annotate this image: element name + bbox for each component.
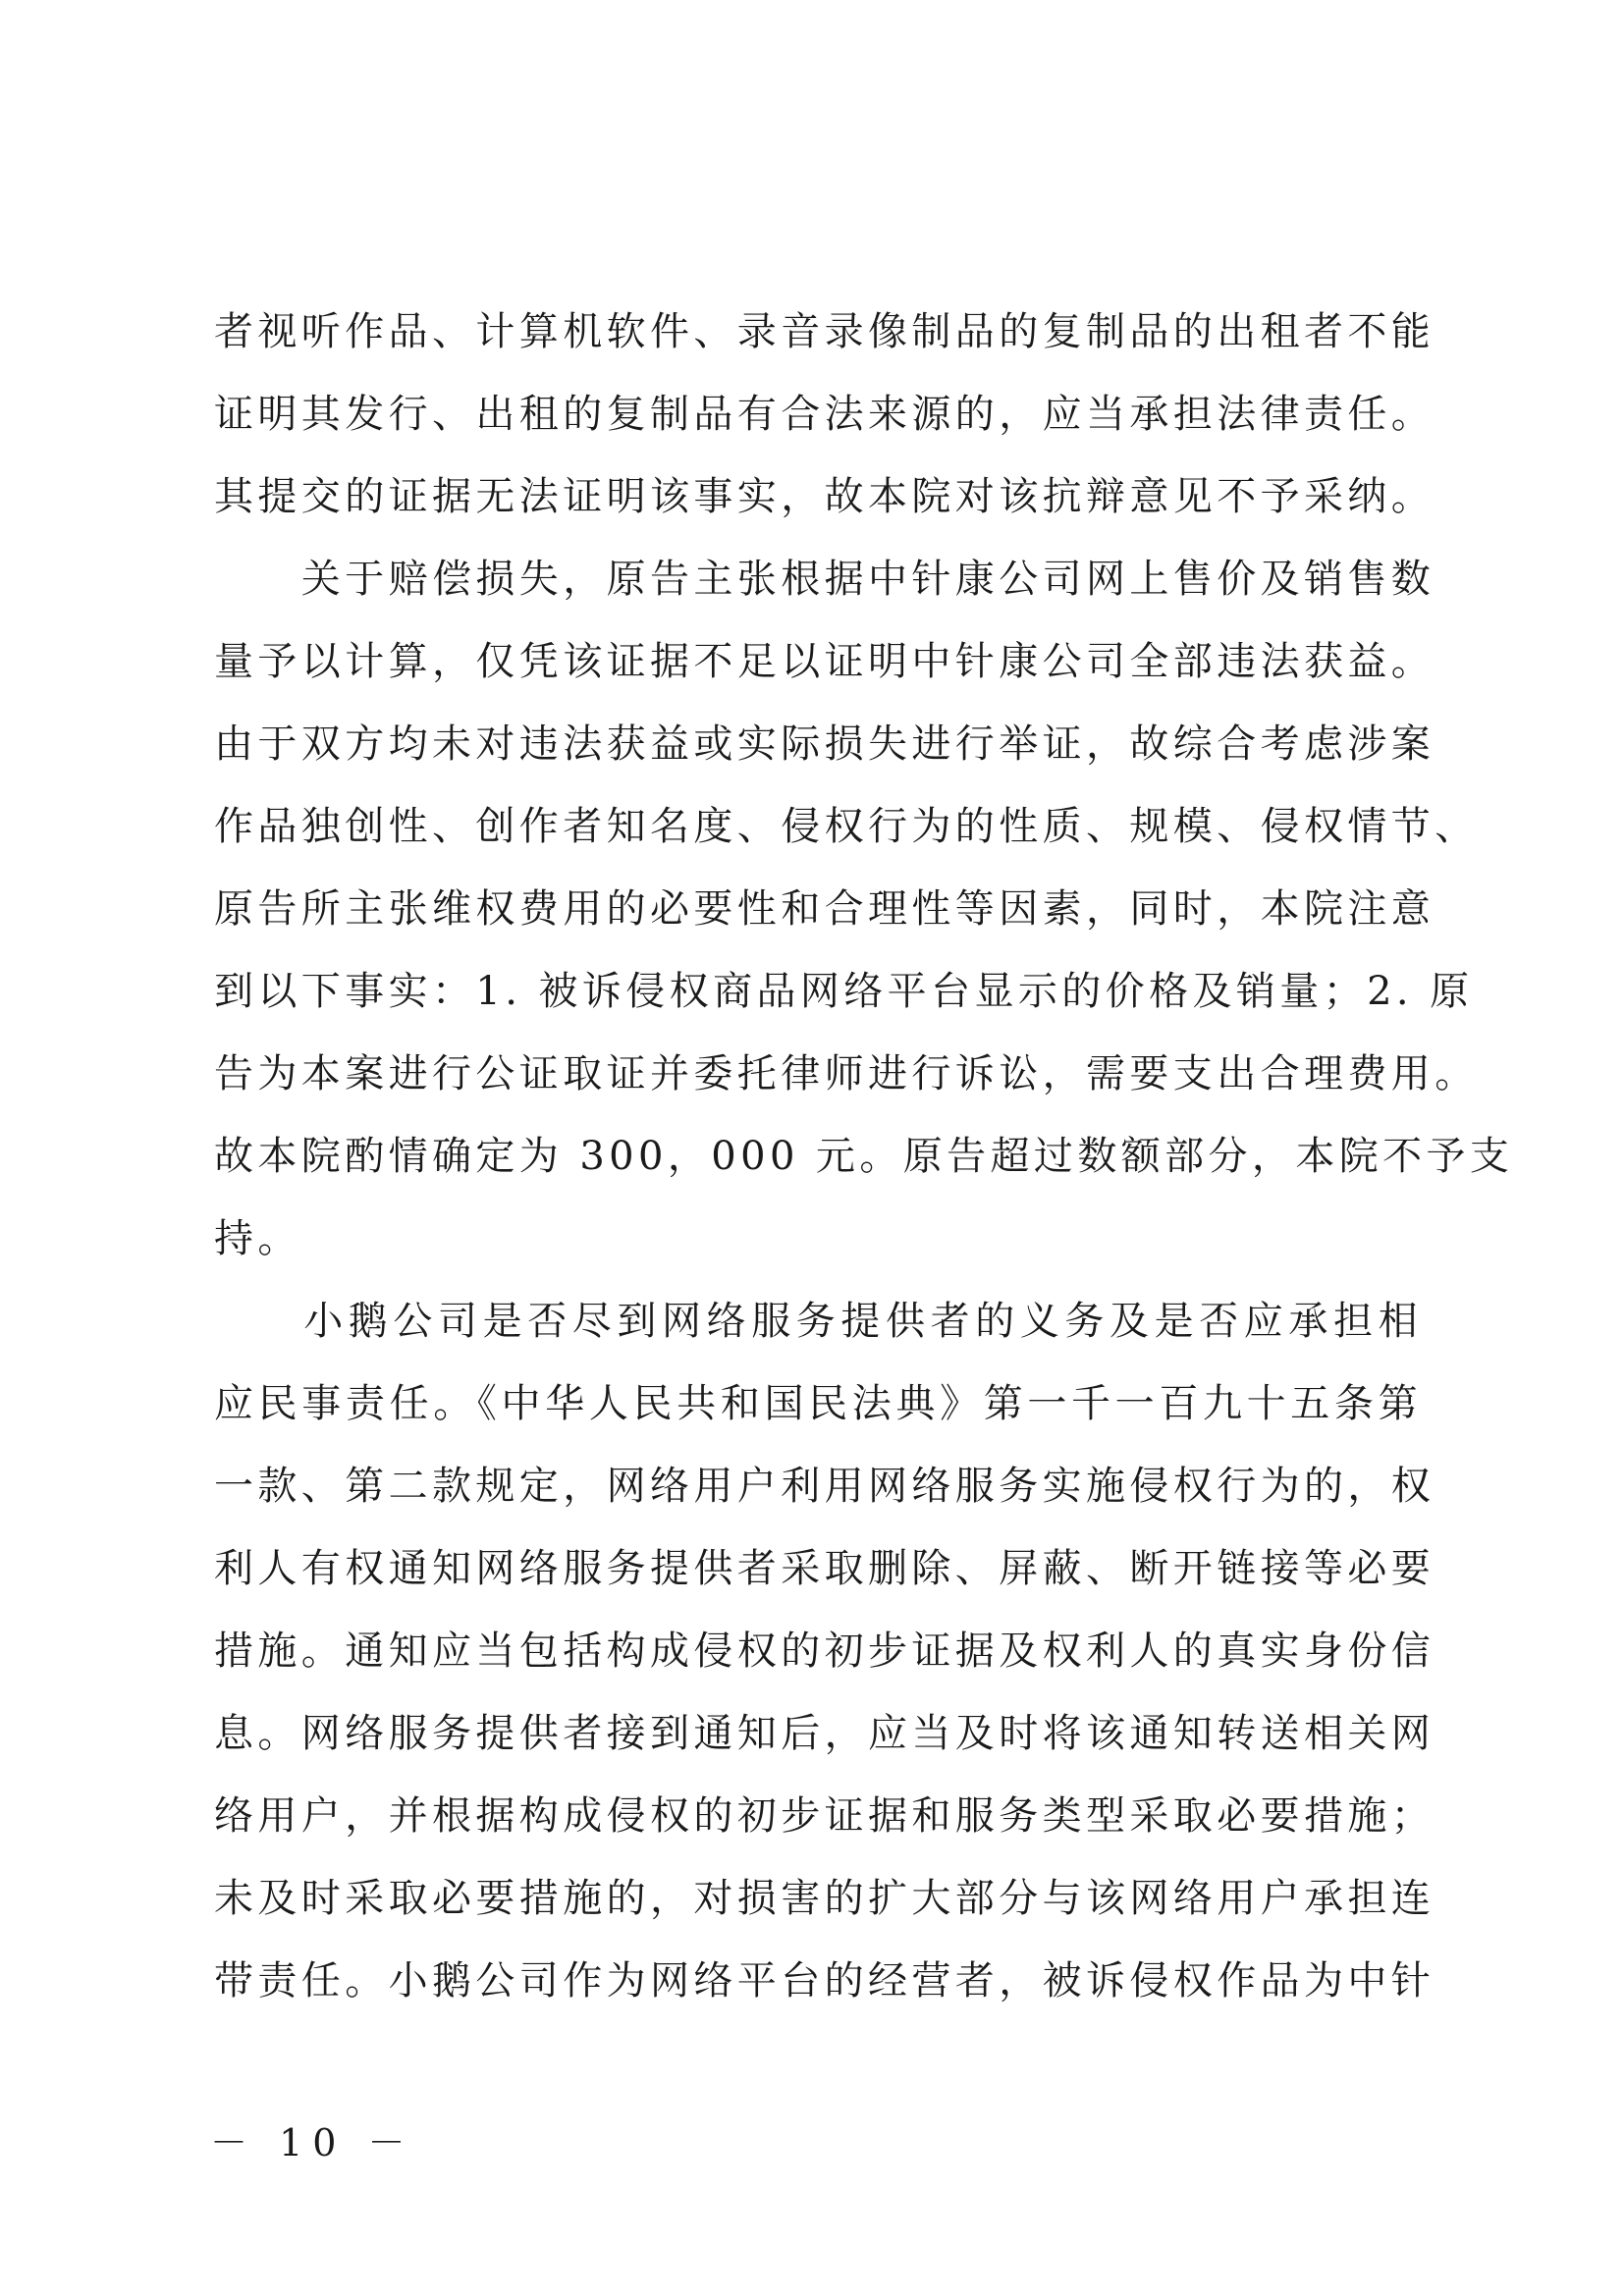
- text-line: 告为本案进行公证取证并委托律师进行诉讼，需要支出合理费用。: [214, 1051, 1479, 1096]
- paragraph-first-line: 关于赔偿损失，原告主张根据中针康公司网上售价及销售数: [214, 557, 1435, 602]
- text-line: 带责任。小鹅公司作为网络平台的经营者，被诉侵权作品为中针: [214, 1958, 1435, 2003]
- body-text: [214, 291, 1514, 2022]
- text-line: 作品独创性、创作者知名度、侵权行为的性质、规模、侵权情节、: [214, 804, 1479, 849]
- text-line: 络用户，并根据构成侵权的初步证据和服务类型采取必要措施；: [214, 1793, 1435, 1839]
- text-line: 由于双方均未对违法获益或实际损失进行举证，故综合考虑涉案: [214, 721, 1435, 767]
- text-line: 利人有权通知网络服务提供者采取删除、屏蔽、断开链接等必要: [214, 1546, 1435, 1591]
- text-line: 者视听作品、计算机软件、录音录像制品的复制品的出租者不能: [214, 309, 1435, 354]
- text-line: 到以下事实：1. 被诉侵权商品网络平台显示的价格及销量；2. 原: [214, 969, 1474, 1014]
- text-line: 未及时采取必要措施的，对损害的扩大部分与该网络用户承担连: [214, 1876, 1435, 1921]
- text-line: 量予以计算，仅凭该证据不足以证明中针康公司全部违法获益。: [214, 639, 1435, 684]
- text-line: 息。网络服务提供者接到通知后，应当及时将该通知转送相关网: [214, 1711, 1435, 1756]
- text-line: 措施。通知应当包括构成侵权的初步证据及权利人的真实身份信: [214, 1629, 1435, 1674]
- text-line: 其提交的证据无法证明该事实，故本院对该抗辩意见不予采纳。: [214, 474, 1435, 519]
- paragraph-first-line: 小鹅公司是否尽到网络服务提供者的义务及是否应承担相: [214, 1299, 1422, 1344]
- paragraph-last-line: 持。: [214, 1216, 301, 1261]
- text-line: 故本院酌情确定为 300，000 元。原告超过数额部分，本院不予支: [214, 1134, 1514, 1179]
- text-line: 一款、第二款规定，网络用户利用网络服务实施侵权行为的，权: [214, 1464, 1435, 1509]
- text-line: 证明其发行、出租的复制品有合法来源的，应当承担法律责任。: [214, 392, 1435, 437]
- page-number: － 10 －: [210, 2121, 415, 2164]
- text-line: 应民事责任。《中华人民共和国民法典》第一千一百九十五条第: [214, 1381, 1422, 1426]
- text-line: 原告所主张维权费用的必要性和合理性等因素，同时，本院注意: [214, 886, 1435, 932]
